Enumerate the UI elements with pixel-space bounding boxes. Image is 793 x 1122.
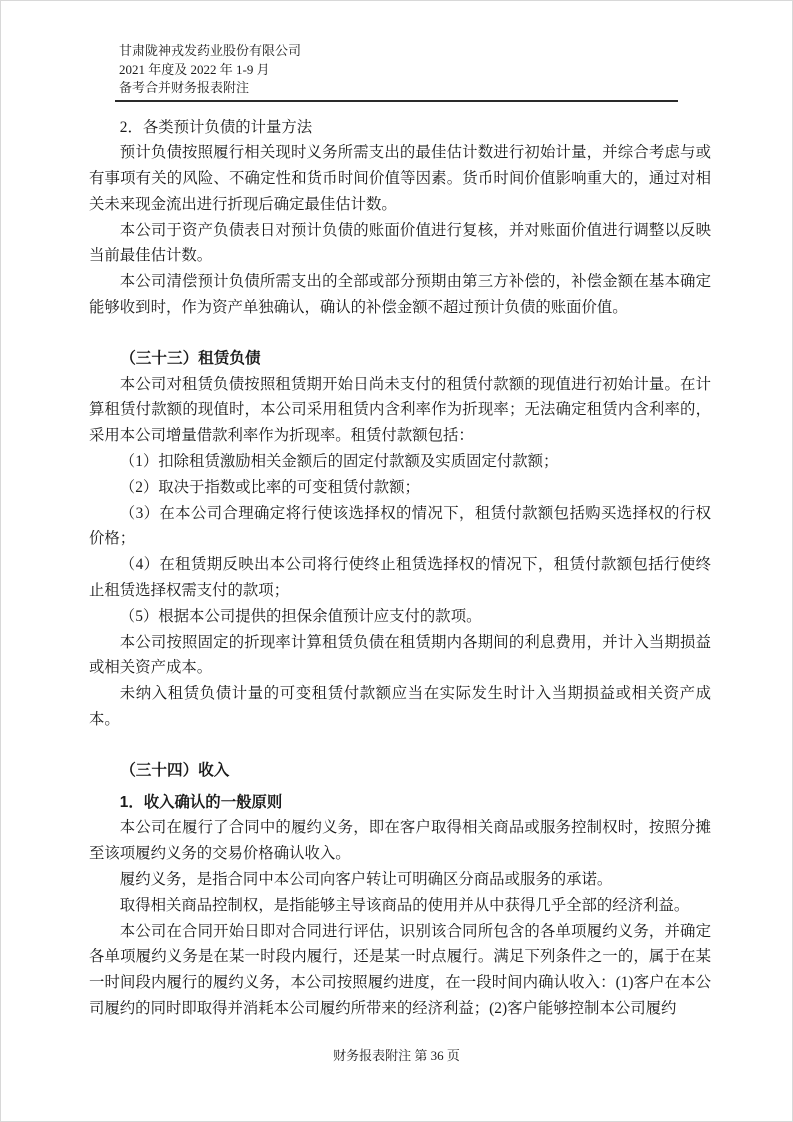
document-body <box>89 115 711 1022</box>
section-heading: （三十三）租赁负债 <box>120 349 261 367</box>
paragraph: 本公司在履行了合同中的履约义务，即在客户取得相关商品或服务控制权时，按照分摊至该项履约义务的交易价格确认收入。 <box>89 819 711 863</box>
paragraph: 本公司按照固定的折现率计算租赁负债在租赁期内各期间的利息费用，并计入当期损益或相关资产成本。 <box>89 633 711 677</box>
list-item: （4）在租赁期反映出本公司将行使终止租赁选择权的情况下，租赁付款额包括行使终止租赁选择权需支付的款项； <box>89 556 711 600</box>
paragraph: 本公司对租赁负债按照租赁期开始日尚未支付的租赁付款额的现值进行初始计量。在计算租赁付款额的现值时，本公司采用租赁内含利率作为折现率；无法确定租赁内含利率的，采用本公司增量借款利率作为折现率。租赁付款额包括： <box>89 375 711 445</box>
header-divider <box>115 100 678 102</box>
page-footer: 财务报表附注 第 36 页 <box>333 1048 460 1063</box>
document-header <box>119 42 711 98</box>
numbered-subheading: 2．各类预计负债的计量方法 <box>119 118 313 136</box>
report-title: 备考合并财务报表附注 <box>119 80 250 95</box>
paragraph: 履约义务，是指合同中本公司向客户转让可明确区分商品或服务的承诺。 <box>119 871 613 889</box>
list-item: （1）扣除租赁激励相关金额后的固定付款额及实质固定付款额； <box>119 453 559 471</box>
paragraph: 未纳入租赁负债计量的可变租赁付款额应当在实际发生时计入当期损益或相关资产成本。 <box>89 685 711 729</box>
page-content <box>89 1 711 1022</box>
paragraph: 取得相关商品控制权，是指能够主导该商品的使用并从中获得几乎全部的经济利益。 <box>119 896 690 914</box>
paragraph: 预计负债按照履行相关现时义务所需支出的最佳估计数进行初始计量，并综合考虑与或有事项有关的风险、不确定性和货币时间价值等因素。货币时间价值影响重大的，通过对相关未来现金流出进行折现后确定最佳估计数。 <box>89 144 711 213</box>
report-period: 2021 年度及 2022 年 1-9 月 <box>119 61 270 77</box>
list-item: （5）根据本公司提供的担保余值预计应支付的款项。 <box>119 607 482 625</box>
paragraph: 本公司于资产负债表日对预计负债的账面价值进行复核，并对账面价值进行调整以反映当前最佳估计数。 <box>89 221 711 265</box>
sub-heading: 1．收入确认的一般原则 <box>119 793 283 811</box>
company-name: 甘肃陇神戎发药业股份有限公司 <box>119 43 302 58</box>
paragraph: 本公司清偿预计负债所需支出的全部或部分预期由第三方补偿的，补偿金额在基本确定能够收到时，作为资产单独确认，确认的补偿金额不超过预计负债的账面价值。 <box>89 273 711 317</box>
list-item: （2）取决于指数或比率的可变租赁付款额； <box>119 478 420 496</box>
list-item: （3）在本公司合理确定将行使该选择权的情况下，租赁付款额包括购买选择权的行权价格； <box>89 504 711 548</box>
paragraph: 本公司在合同开始日即对合同进行评估，识别该合同所包含的各单项履约义务，并确定各单项履约义务是在某一时段内履行，还是某一时点履行。满足下列条件之一的，属于在某一时间段内履行的履约义务，本公司按照履约进度，在一段时间内确认收入：(1)客户在本公司履约的同时即取得并消耗本公司履约所带来的经济利益；(2)客户能够控制本公司履约 <box>89 922 711 1017</box>
section-heading: （三十四）收入 <box>120 761 230 779</box>
